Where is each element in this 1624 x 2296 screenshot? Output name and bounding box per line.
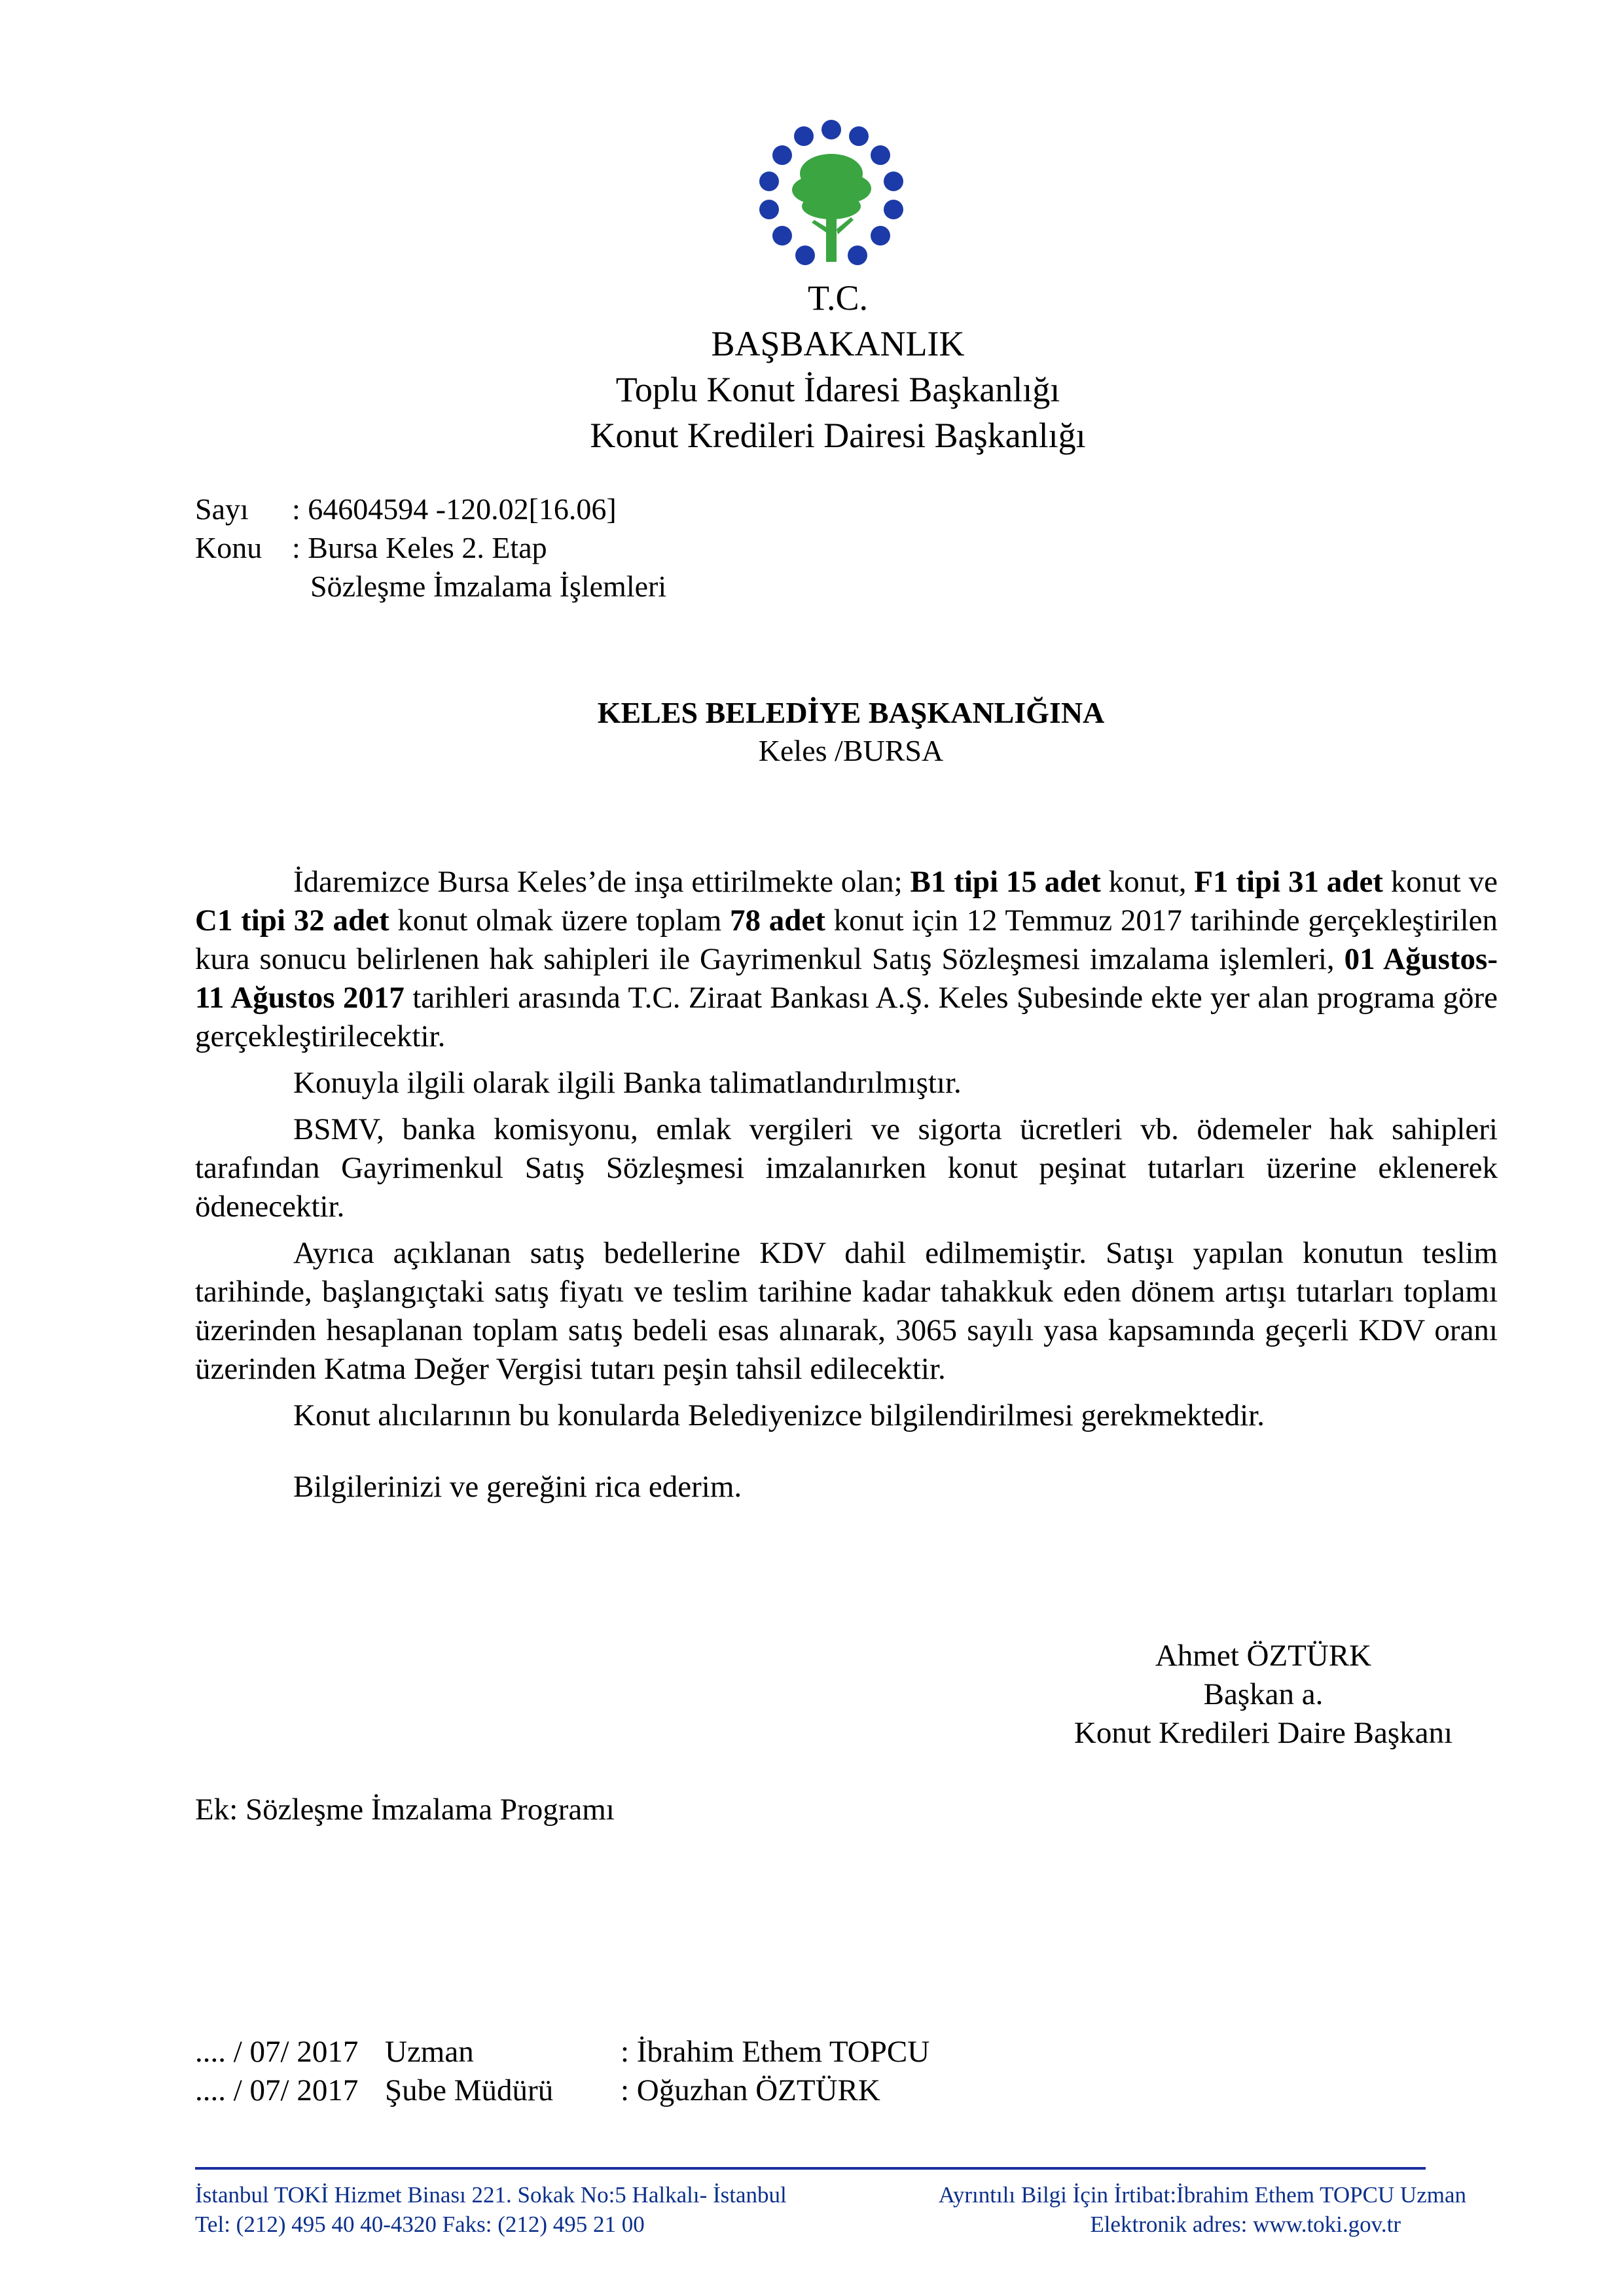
sayi-label: Sayı — [195, 492, 249, 526]
toki-logo — [746, 118, 916, 275]
p1-bold-c1: C1 tipi 32 adet — [195, 903, 389, 938]
signature-block — [1008, 1637, 1519, 1753]
p1-text-3: konut ve — [1382, 865, 1498, 899]
body-paragraph-5: Konut alıcılarının bu konularda Belediyenizce bilgilendirilmesi gerekmektedir. — [293, 1398, 1265, 1432]
p1-text-6: tarihleri arasında T.C. Ziraat Bankası A.Ş. Keles Şubesinde ekte yer alan programa göre gerçekleştirilecektir. — [195, 981, 1498, 1053]
konu-value-continued: Sözleşme İmzalama İşlemleri — [310, 570, 667, 603]
signer-name: Ahmet ÖZTÜRK — [1155, 1639, 1372, 1673]
body-paragraph-1 — [195, 863, 1498, 1056]
approval-row — [195, 2071, 1046, 2110]
letter-body — [195, 863, 1498, 1521]
p1-bold-dates: 01 Ağustos-11 Ağustos 2017 — [195, 942, 1498, 1015]
body-paragraph-4: Ayrıca açıklanan satış bedellerine KDV dahil edilmemiştir. Satışı yapılan konutun teslim tarihinde, başlangıçtaki satış fiyatı ve teslim tarihine kadar tahakkuk eden dönem artışı tutarları toplamı üzerinden hesaplanan toplam satış bedeli esas alınarak, 3065 sayılı yasa kapsamında geçerli KDV oranı üzerinden Katma Değer Vergisi tutarı peşin tahsil edilecektir. — [195, 1236, 1498, 1386]
footer-phone: Tel: (212) 495 40 40-4320 Faks: (212) 495 21 00 — [195, 2212, 645, 2237]
approval-list — [195, 2033, 1046, 2110]
letterhead-line-basbakanlik: BAŞBAKANLIK — [711, 324, 965, 363]
document-meta — [195, 490, 850, 606]
attachment-note: Ek: Sözleşme İmzalama Programı — [195, 1793, 615, 1827]
body-paragraph-2: Konuyla ilgili olarak ilgili Banka talimatlandırılmıştır. — [293, 1066, 962, 1100]
approval-name: : Oğuzhan ÖZTÜRK — [621, 2073, 880, 2107]
footer-contact: Ayrıntılı Bilgi İçin İrtibat:İbrahim Ethem TOPCU Uzman — [938, 2182, 1466, 2208]
konu-label: Konu — [195, 531, 262, 564]
konu-value: : Bursa Keles 2. Etap — [292, 531, 547, 564]
footer-right — [877, 2180, 1466, 2239]
approval-date: .... / 07/ 2017 — [195, 2073, 359, 2107]
p1-text-1: İdaremizce Bursa Keles’de inşa ettirilmekte olan; — [293, 865, 911, 899]
p1-text-2: konut, — [1100, 865, 1195, 899]
footer-left — [195, 2180, 915, 2239]
letterhead — [524, 275, 1152, 458]
letterhead-line-department: Konut Kredileri Dairesi Başkanlığı — [590, 416, 1086, 455]
tree-emblem-icon — [746, 118, 916, 275]
approval-row — [195, 2033, 1046, 2071]
footer-address: İstanbul TOKİ Hizmet Binası 221. Sokak No:5 Halkalı- İstanbul — [195, 2182, 787, 2208]
p1-bold-b1: B1 tipi 15 adet — [910, 865, 1101, 899]
letterhead-line-toki: Toplu Konut İdaresi Başkanlığı — [615, 370, 1060, 409]
sayi-value: : 64604594 -120.02[16.06] — [292, 492, 617, 526]
signer-title-2: Konut Kredileri Daire Başkanı — [1074, 1716, 1453, 1750]
p1-bold-f1: F1 tipi 31 adet — [1194, 865, 1383, 899]
p1-bold-total: 78 adet — [730, 903, 825, 938]
p1-text-5: konut için 12 Temmuz 2017 tarihinde gerçekleştirilen kura sonucu belirlenen hak sahipleri ile Gayrimenkul Satış Sözleşmesi imzalama işlemleri, — [195, 903, 1498, 976]
letterhead-line-tc: T.C. — [808, 278, 868, 318]
approval-role: Şube Müdürü — [385, 2073, 554, 2107]
body-paragraph-3: BSMV, banka komisyonu, emlak vergileri ve sigorta ücretleri vb. ödemeler hak sahipleri tarafından Gayrimenkul Satış Sözleşmesi imzalanırken konut peşinat tutarları üzerine eklenerek ödenecektir. — [195, 1112, 1498, 1224]
addressee — [458, 694, 1244, 770]
footer-divider — [195, 2167, 1426, 2170]
approval-role: Uzman — [385, 2035, 474, 2069]
body-paragraph-6: Bilgilerinizi ve gereğini rica ederim. — [293, 1470, 742, 1504]
signer-title-1: Başkan a. — [1203, 1677, 1324, 1711]
p1-text-4: konut olmak üzere toplam — [389, 903, 730, 938]
approval-date: .... / 07/ 2017 — [195, 2035, 359, 2069]
approval-name: : İbrahim Ethem TOPCU — [621, 2035, 930, 2069]
footer-website: Elektronik adres: www.toki.gov.tr — [1090, 2212, 1401, 2237]
addressee-name: KELES BELEDİYE BAŞKANLIĞINA — [597, 696, 1105, 729]
addressee-place: Keles /BURSA — [758, 734, 944, 767]
